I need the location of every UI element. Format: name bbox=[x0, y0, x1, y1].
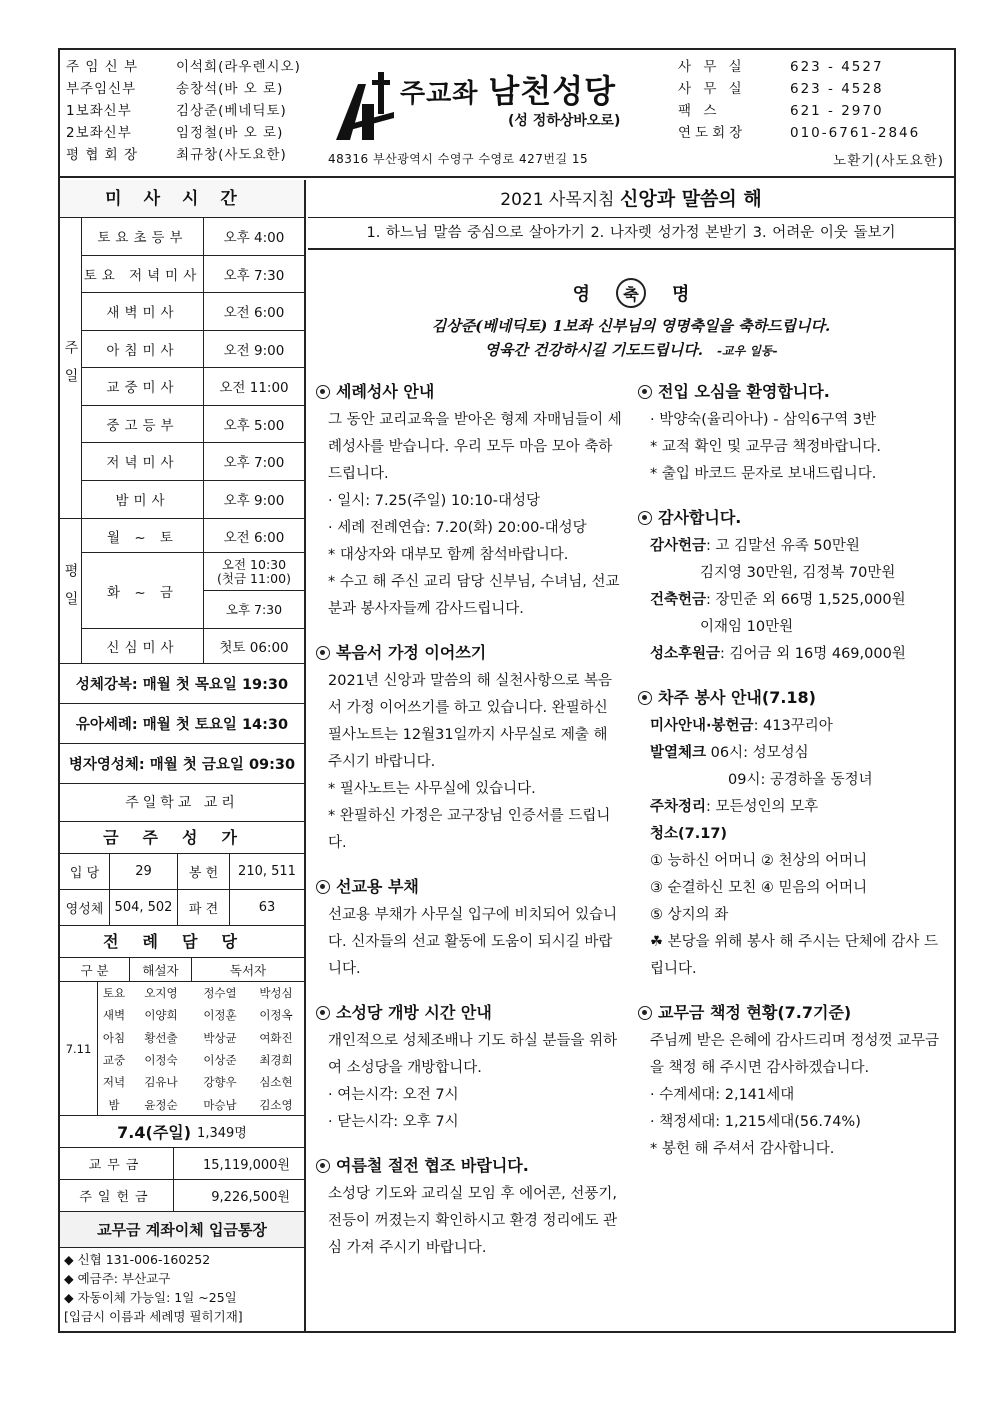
dues-notice: 교무금 책정 현황(7.7기준) 주님께 받은 은혜에 감사드리며 정성껏 교무금을 책정 해 주시면 감사하겠습니다. · 수계세대: 2,141세대 · 책정세대: 1,215세대(56.74%) * 봉헌 해 주셔서 감사합니다. bbox=[638, 999, 950, 1163]
notice-column-right bbox=[638, 378, 950, 1179]
staff-name: 김상준(베네딕토) bbox=[176, 103, 287, 119]
phone-number: 623 - 4527 bbox=[790, 59, 884, 75]
mass-times-title: 미사시간 bbox=[60, 180, 304, 218]
mass-row: 화 ~ 금 오전 10:30 (첫금 11:00) 오후 7:30 bbox=[82, 553, 304, 629]
service-notice: 차주 봉사 안내(7.18) 미사안내·봉헌금: 413꾸리아 발열체크 06시: 성모성심 09시: 공경하올 동정녀 주차정리: 모든성인의 모후 청소(7.17) ① 능하신 어머니 ② 천상의 어머니 ③ 순결하신 모친 ④ 믿음의 어머니 ⑤ 상지의 좌 ☘ 본당을 위해 봉사 해 주시는 단체에 감사 드립니다. bbox=[638, 684, 950, 983]
parish-logo bbox=[328, 58, 708, 158]
mass-row: 토요 저녁미사 오후 7:30 bbox=[82, 256, 304, 294]
section-bullet-icon bbox=[316, 646, 330, 660]
liturgy-row: 밤 윤정순 마승남 김소영 bbox=[108, 1097, 293, 1112]
gospel-notice: 복음서 가정 이어쓰기 2021년 신앙과 말씀의 해 실천사항으로 복음서 가정 이어쓰기를 하고 있습니다. 완필하신 필사노트는 12월31일까지 사무실로 제출 해 주시기 바랍니다. * 필사노트는 사무실에 있습니다. * 완필하신 가정은 교구장님 인증서를 드립니다. bbox=[316, 639, 626, 857]
mass-row: 저녁미사 오후 7:00 bbox=[82, 443, 304, 481]
fan-notice: 선교용 부채 선교용 부채가 사무실 입구에 비치되어 있습니다. 신자들의 선교 활동에 도움이 되시길 바랍니다. bbox=[316, 873, 626, 983]
weekday-label: 평일 bbox=[60, 519, 82, 663]
staff-role: 평 협 회 장 bbox=[66, 147, 139, 163]
sunday-school: 주일학교 교리 bbox=[60, 784, 304, 822]
left-sidebar bbox=[60, 180, 306, 1331]
mass-row: 토요초등부 오후 4:00 bbox=[82, 218, 304, 256]
liturgy-header: 구 분 해설자 독서자 bbox=[60, 958, 304, 982]
account-info: ◆ 신협 131-006-160252 ◆ 예금주: 부산교구 ◆ 자동이체 가능일: 1일 ~25일 [입금시 이름과 세례명 필히기재] bbox=[64, 1252, 243, 1324]
section-bullet-icon bbox=[638, 691, 652, 705]
staff-role: 2보좌신부 bbox=[66, 125, 132, 141]
staff-role: 1보좌신부 bbox=[66, 103, 132, 119]
phone-number: 010-6761-2846 bbox=[790, 125, 921, 141]
mass-row: 중고등부 오후 5:00 bbox=[82, 406, 304, 444]
section-bullet-icon bbox=[316, 1159, 330, 1173]
offering-total: 주일헌금 9,226,500원 bbox=[60, 1180, 304, 1212]
liturgy-row: 교중 이정숙 이상준 최경희 bbox=[102, 1053, 293, 1068]
mass-row: 새벽미사 오전 6:00 bbox=[82, 293, 304, 331]
parish-patron: (성 정하상바오로) bbox=[508, 113, 621, 129]
mass-row: 교중미사 오전 11:00 bbox=[82, 368, 304, 406]
chapel-notice: 소성당 개방 시간 안내 개인적으로 성체조배나 기도 하실 분들을 위하여 소성당을 개방합니다. · 여는시각: 오전 7시 · 닫는시각: 오후 7시 bbox=[316, 999, 626, 1136]
staff-name: 이석희(라우렌시오) bbox=[176, 59, 301, 75]
section-bullet-icon bbox=[638, 385, 652, 399]
liturgy-table: 7.11 토요 오지영 정수열 박성심 새벽 이양희 이정훈 이정옥 아침 황선출 박상균 여화진 교중 이정숙 이상준 최경희 저녁 김유나 강향우 심소현 밤 윤정순 마승남 김소영 bbox=[60, 982, 304, 1116]
section-bullet-icon bbox=[638, 511, 652, 525]
bulletin-header bbox=[60, 50, 954, 178]
clergy-list bbox=[66, 56, 301, 166]
baptism-notice: 세례성사 안내 그 동안 교리교육을 받아온 형제 자매님들이 세례성사를 받습니다. 우리 모두 마음 모아 축하드립니다. · 일시: 7.25(주일) 10:10-대성당 · 세례 전례연습: 7.20(화) 20:00-대성당 * 대상자와 대부모 함께 참석바랍니다. * 수고 해 주신 교리 담당 신부님, 수녀님, 선교분과 봉사자들께 감사드립니다. bbox=[316, 378, 626, 623]
thanks-notice: 감사합니다. 감사헌금: 고 김말선 유족 50만원 김지영 30만원, 김정복 70만원 건축헌금: 장민준 외 66명 1,525,000원 이재임 10만원 성소후원금: 김어금 외 16명 469,000원 bbox=[638, 504, 950, 668]
mass-row: 아침미사 오전 9:00 bbox=[82, 331, 304, 369]
phone-number: 623 - 4528 bbox=[790, 81, 884, 97]
liturgy-row: 아침 황선출 박상균 여화진 bbox=[102, 1030, 293, 1045]
welcome-notice: 전입 오심을 환영합니다. · 박양숙(율리아나) - 삼익6구역 3반 * 교적 확인 및 교무금 책정바랍니다. * 출입 바코드 문자로 보내드립니다. bbox=[638, 378, 950, 488]
staff-name: 송창석(바 오 로) bbox=[176, 81, 284, 97]
account-title: 교무금 계좌이체 입금통장 bbox=[60, 1212, 304, 1248]
hymn-row: 영성체 504, 502 파 견 63 bbox=[60, 890, 304, 926]
staff-role: 주 임 신 부 bbox=[66, 59, 139, 75]
staff-name: 임정철(바 오 로) bbox=[176, 125, 284, 141]
section-bullet-icon bbox=[316, 1006, 330, 1020]
mass-row: 신심미사 첫토 06:00 bbox=[82, 629, 304, 663]
liturgy-title: 전례담당 bbox=[60, 926, 304, 958]
main-content bbox=[308, 180, 954, 1331]
infant-baptism-time: 유아세례: 매월 첫 토요일 14:30 bbox=[60, 704, 304, 744]
fax-number: 621 - 2970 bbox=[790, 103, 884, 119]
pastoral-goals: 1. 하느님 말씀 중심으로 살아가기 2. 나자렛 성가정 본받기 3. 어려운 이웃 돌보기 bbox=[308, 218, 954, 250]
energy-notice: 여름철 절전 협조 바랍니다. 소성당 기도와 교리실 모임 후 에어콘, 선풍기, 전등이 꺼졌는지 확인하시고 환경 정리에도 관심 가져 주시기 바랍니다. bbox=[316, 1152, 626, 1262]
adoration-time: 성체강복: 매월 첫 목요일 19:30 bbox=[60, 664, 304, 704]
staff-name: 최규창(사도요한) bbox=[176, 147, 287, 163]
cross-logo-icon bbox=[328, 64, 398, 144]
dues-total: 교무금 15,119,000원 bbox=[60, 1148, 304, 1180]
section-bullet-icon bbox=[316, 880, 330, 894]
sick-communion-time: 병자영성체: 매월 첫 금요일 09:30 bbox=[60, 744, 304, 784]
sunday-mass-table bbox=[60, 218, 304, 519]
sunday-label: 주일 bbox=[60, 218, 82, 518]
hymn-row: 입 당 29 봉 헌 210, 511 bbox=[60, 854, 304, 890]
section-bullet-icon bbox=[316, 385, 330, 399]
editor-name: 노환기(사도요한) bbox=[833, 153, 944, 169]
liturgy-row: 저녁 김유나 강향우 심소현 bbox=[102, 1075, 293, 1090]
mass-row: 월 ~ 토 오전 6:00 bbox=[82, 519, 304, 553]
section-bullet-icon bbox=[638, 1006, 652, 1020]
notice-column-left bbox=[316, 378, 626, 1278]
bulletin-page bbox=[58, 48, 956, 1333]
mass-row: 밤미사 오후 9:00 bbox=[82, 481, 304, 519]
contact-list: 사 무 실 623 - 4527 사 무 실 623 - 4528 팩 스 621 - 2970 연도회장 010-6761-2846 bbox=[678, 56, 920, 144]
pastoral-theme: 2021 사목지침 신앙과 말씀의 해 bbox=[308, 180, 954, 218]
liturgy-row: 토요 오지영 정수열 박성심 bbox=[102, 986, 293, 1001]
sunday-summary-title: 7.4(주일) 1,349명 bbox=[60, 1116, 304, 1148]
staff-role: 부주임신부 bbox=[66, 81, 137, 97]
feast-day-greeting: 영 축 명 김상준(베네딕토) 1보좌 신부님의 영명축일을 축하드립니다. 영육간 건강하시길 기도드립니다. -교우 일동- bbox=[308, 264, 954, 364]
parish-name: 주교좌 남천성당 bbox=[400, 72, 617, 110]
liturgy-row: 새벽 이양희 이정훈 이정옥 bbox=[102, 1008, 293, 1023]
parish-address: 48316 부산광역시 수영구 수영로 427번길 15 bbox=[328, 152, 589, 166]
celebrate-circle-icon: 축 bbox=[616, 278, 646, 308]
hymns-title: 금주성가 bbox=[60, 822, 304, 854]
weekday-mass-table bbox=[60, 519, 304, 664]
